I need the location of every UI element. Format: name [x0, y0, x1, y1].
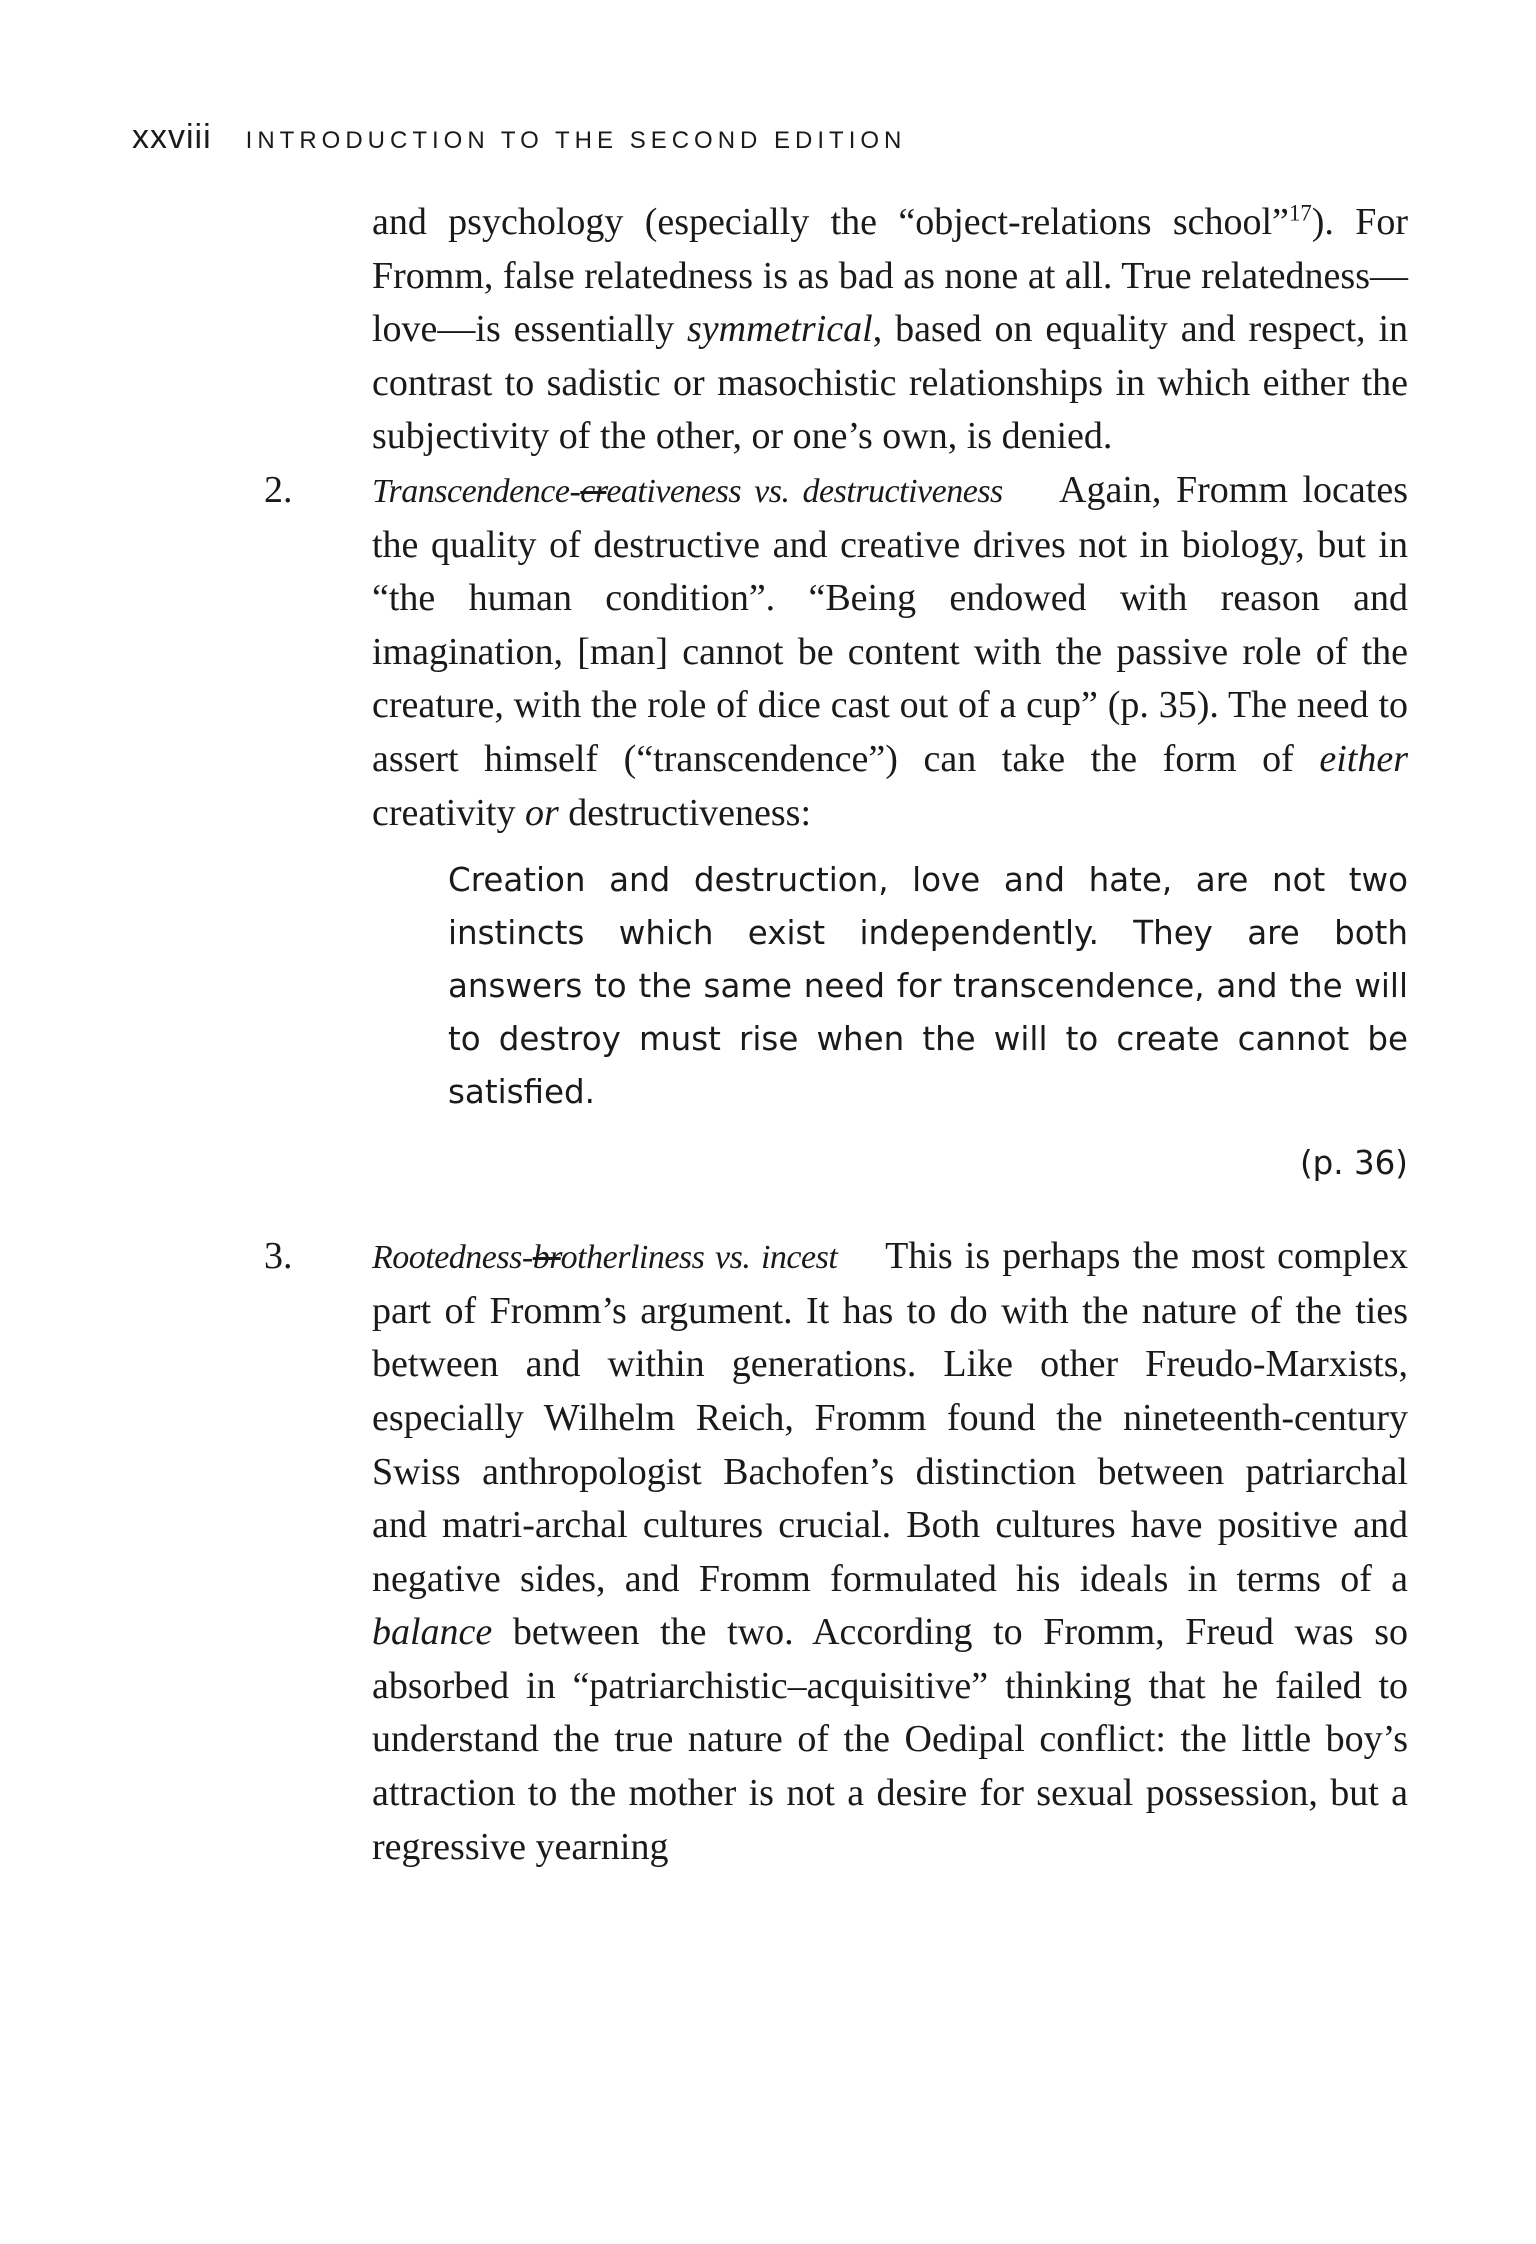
page-header [132, 118, 906, 157]
run-in-heading: Rootedness-brotherliness vs. incest [372, 1239, 838, 1277]
block-quote: Creation and destruction, love and hate, are not two instincts which exist independently. They are both answers to the same need for transcendence, and the will to destroy must rise when the will to create cannot be satisfied. [448, 861, 1408, 1112]
page-number: xxviii [132, 118, 212, 156]
run-in-heading: Transcendence-creativeness vs. destructiveness [372, 472, 1003, 510]
emphasis: balance [372, 1611, 493, 1654]
page-body [264, 196, 1408, 1874]
list-item-2 [264, 464, 1408, 1190]
quote-citation: (p. 36) [1299, 1144, 1408, 1183]
item-paragraph: Transcendence-creativeness vs. destructiveness Again, Fromm locates the quality of destructive and creative drives not in biology, but in “the human condition”. “Being endowed with reason and imagination, [man] cannot be content with the passive role of the creature, with the role of dice cast out of a cup” (p. 35). The need to assert himself (“transcendence”) can take the form of either creativity or destructiveness: [372, 468, 1408, 834]
footnote-ref: 17 [1288, 200, 1312, 226]
item-paragraph: Rootedness-brotherliness vs. incest This is perhaps the most complex part of Fromm’s argument. It has to do with the nature of the ties between and within generations. Like other Freudo-Marxists, especially Wilhelm Reich, Fromm found the nineteenth-century Swiss anthropologist Bachofen’s distinction between patriarchal and matri-archal cultures crucial. Both cultures have positive and negative sides, and Fromm formulated his ideals in terms of a balance between the two. According to Fromm, Freud was so absorbed in “patriarchistic–acquisitive” thinking that he failed to understand the true nature of the Oedipal conflict: the little boy’s attraction to the mother is not a desire for sexual possession, but a regressive yearning [372, 1235, 1408, 1868]
item-number: 2. [264, 468, 293, 511]
list-item-3 [264, 1230, 1408, 1874]
item-number: 3. [264, 1235, 293, 1278]
running-head: INTRODUCTION TO THE SECOND EDITION [245, 127, 907, 154]
continuation-paragraph: and psychology (especially the “object-relations school”$^{17}$). For Fromm, false relatedness is as bad as none at all. True relatedness—love—is essentially symmetrical, based on equality and respect, in contrast to sadistic or masochistic relationships in which either the subjectivity of the other, or one’s own, is denied. [372, 200, 1408, 458]
emphasis: symmetrical [686, 308, 873, 351]
